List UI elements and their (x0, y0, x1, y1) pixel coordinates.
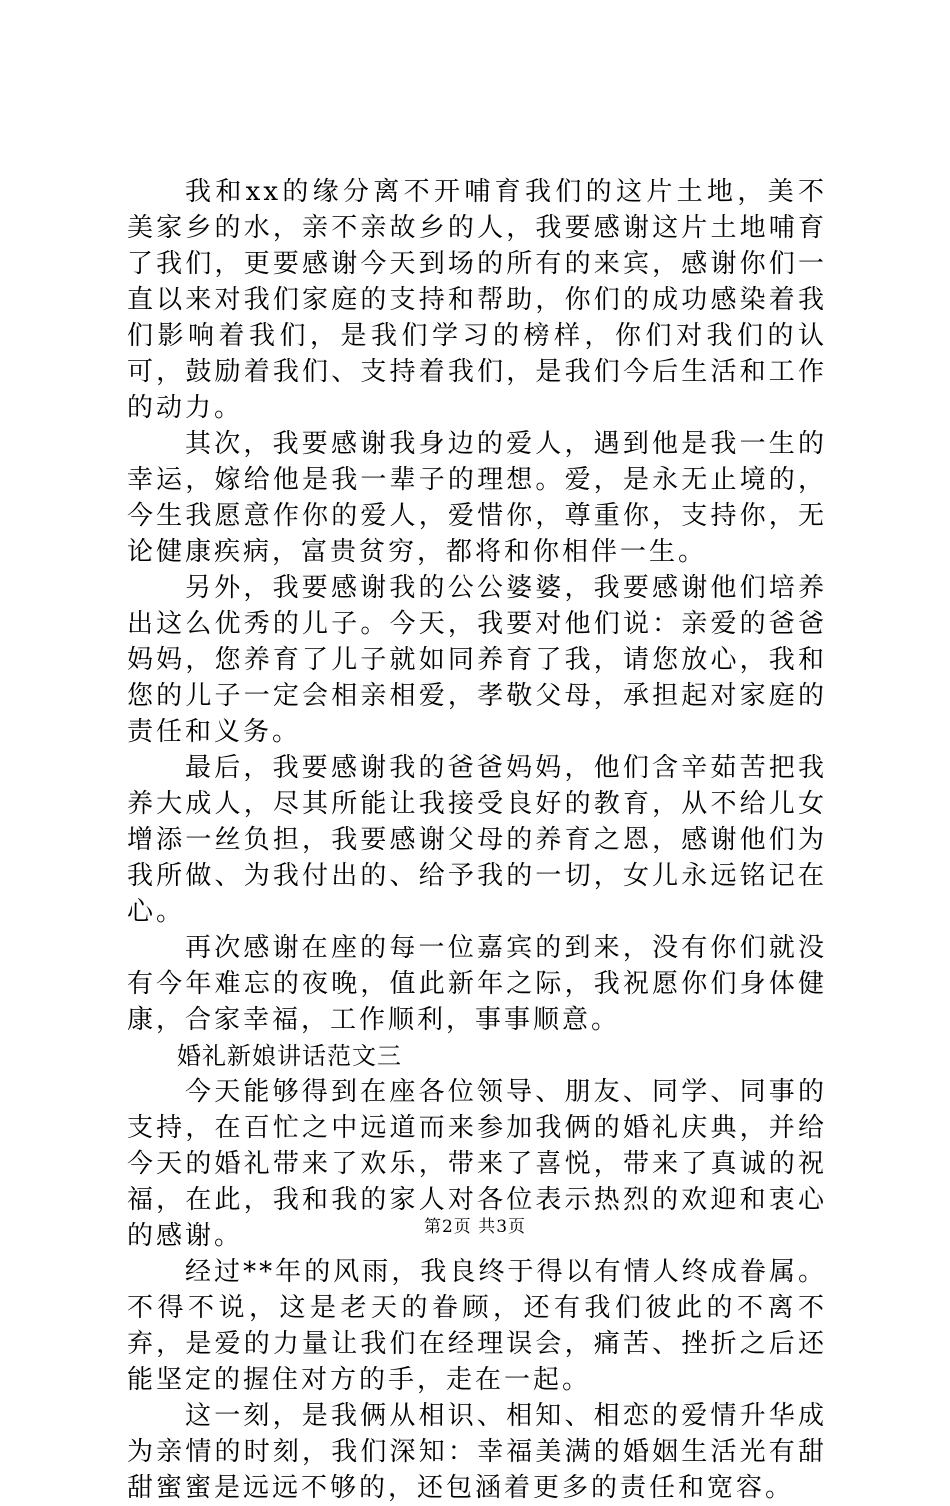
paragraph: 再次感谢在座的每一位嘉宾的到来，没有你们就没有今年难忘的夜晚，值此新年之际，我祝愿你们身体健康，合家幸福，工作顺利，事事顺意。 (127, 933, 827, 1035)
paragraph: 其次，我要感谢我身边的爱人，遇到他是我一生的幸运，嫁给他是我一辈子的理想。爱，是永无止境的，今生我愿意作你的爱人，爱惜你，尊重你，支持你，无论健康疾病，富贵贫穷，都将和你相伴一生。 (127, 429, 827, 567)
page-footer: 第2页 共3页 (423, 1217, 527, 1237)
paragraph: 经过**年的风雨，我良终于得以有情人终成眷属。不得不说，这是老天的眷顾，还有我们彼此的不离不弃，是爱的力量让我们在经理误会，痛苦、挫折之后还能坚定的握住对方的手，走在一起。 (127, 1257, 827, 1395)
section-heading: 婚礼新娘讲话范文三 (177, 1042, 402, 1070)
paragraph: 另外，我要感谢我的公公婆婆，我要感谢他们培养出这么优秀的儿子。今天，我要对他们说：亲爱的爸爸妈妈，您养育了儿子就如同养育了我，请您放心，我和您的儿子一定会相亲相爱，孝敬父母，承担起对家庭的责任和义务。 (127, 573, 827, 747)
paragraph: 今天能够得到在座各位领导、朋友、同学、同事的支持，在百忙之中远道而来参加我俩的婚礼庆典，并给今天的婚礼带来了欢乐，带来了喜悦，带来了真诚的祝福，在此，我和我的家人对各位表示热烈的欢迎和衷心的感谢。 (127, 1077, 827, 1251)
paragraph: 这一刻，是我俩从相识、相知、相恋的爱情升华成为亲情的时刻，我们深知：幸福美满的婚姻生活光有甜甜蜜蜜是远远不够的，还包涵着更多的责任和宽容。 (127, 1401, 827, 1503)
document-body (127, 174, 827, 1506)
paragraph: 最后，我要感谢我的爸爸妈妈，他们含辛茹苦把我养大成人，尽其所能让我接受良好的教育，从不给儿女增添一丝负担，我要感谢父母的养育之恩，感谢他们为我所做、为我付出的、给予我的一切，女儿永远铭记在心。 (127, 753, 827, 927)
paragraph: 我和xx的缘分离不开哺育我们的这片土地，美不美家乡的水，亲不亲故乡的人，我要感谢这片土地哺育了我们，更要感谢今天到场的所有的来宾，感谢你们一直以来对我们家庭的支持和帮助，你们的成功感染着我们影响着我们，是我们学习的榜样，你们对我们的认可，鼓励着我们、支持着我们，是我们今后生活和工作的动力。 (127, 177, 827, 423)
